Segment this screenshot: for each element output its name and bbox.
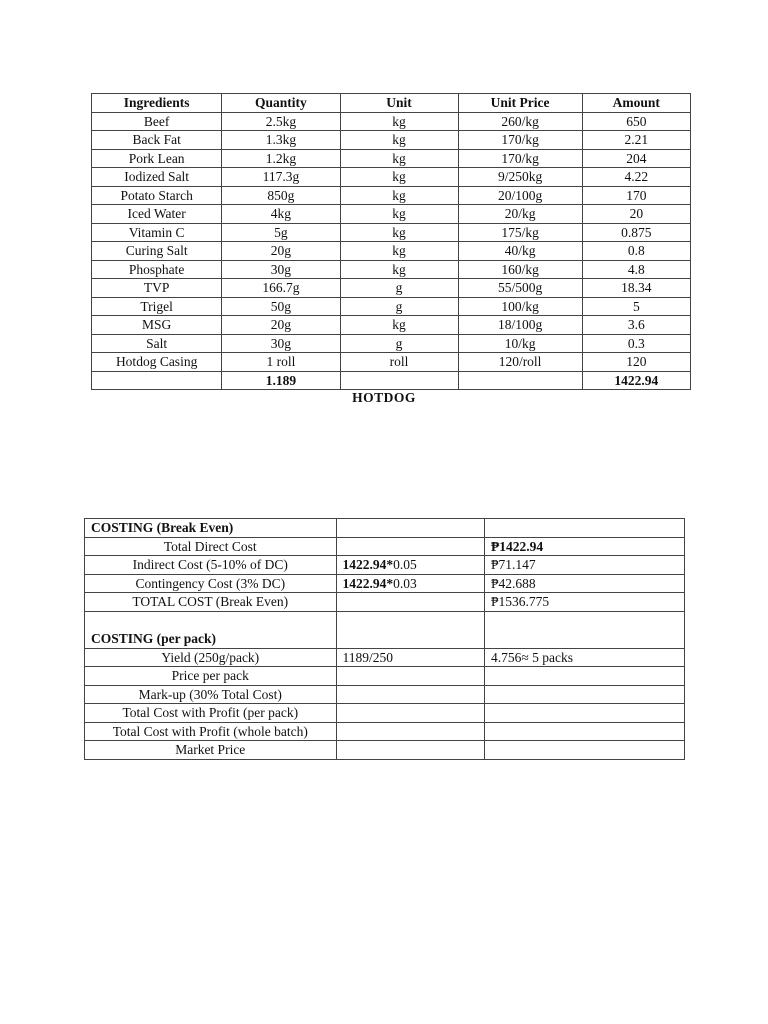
table-row xyxy=(92,242,691,261)
table-cell: 120 xyxy=(582,353,690,372)
table-cell: 4kg xyxy=(222,205,340,224)
formula-rate: 0.03 xyxy=(393,575,417,591)
cost-value: 4.756≈ 5 packs xyxy=(485,648,685,667)
table-cell: 175/kg xyxy=(458,223,582,242)
costing-row xyxy=(85,574,685,593)
ingredients-body xyxy=(92,112,691,390)
total-cell: 1.189 xyxy=(222,371,340,390)
table-cell: TVP xyxy=(92,279,222,298)
section-header-row xyxy=(85,519,685,538)
cost-label: Yield (250g/pack) xyxy=(85,648,337,667)
costing-row xyxy=(85,667,685,686)
table-row xyxy=(92,316,691,335)
ingredients-table xyxy=(91,93,691,390)
column-header: Unit xyxy=(340,94,458,113)
table-cell: MSG xyxy=(92,316,222,335)
cost-value: ₱42.688 xyxy=(485,574,685,593)
costing-table xyxy=(84,518,685,760)
table-cell xyxy=(336,519,484,538)
table-cell: 117.3g xyxy=(222,168,340,187)
cost-formula xyxy=(336,574,484,593)
table-cell: kg xyxy=(340,260,458,279)
table-cell: 170/kg xyxy=(458,131,582,150)
table-caption: HOTDOG xyxy=(352,390,416,405)
table-cell: 4.22 xyxy=(582,168,690,187)
table-cell: 30g xyxy=(222,334,340,353)
table-cell: 204 xyxy=(582,149,690,168)
table-row xyxy=(92,334,691,353)
table-cell: roll xyxy=(340,353,458,372)
table-cell: 1.2kg xyxy=(222,149,340,168)
cost-formula xyxy=(336,593,484,612)
table-row xyxy=(92,149,691,168)
costing-row xyxy=(85,722,685,741)
table-cell: Vitamin C xyxy=(92,223,222,242)
table-cell: kg xyxy=(340,149,458,168)
total-cell xyxy=(92,371,222,390)
costing-row xyxy=(85,685,685,704)
cost-value xyxy=(485,667,685,686)
table-cell: Pork Lean xyxy=(92,149,222,168)
cost-value xyxy=(485,741,685,760)
costing-row xyxy=(85,556,685,575)
table-cell: 5g xyxy=(222,223,340,242)
table-cell: 1.3kg xyxy=(222,131,340,150)
cost-value: ₱1536.775 xyxy=(485,593,685,612)
table-cell: Potato Starch xyxy=(92,186,222,205)
table-cell: 120/roll xyxy=(458,353,582,372)
table-row xyxy=(92,260,691,279)
table-cell: Trigel xyxy=(92,297,222,316)
table-cell: 18/100g xyxy=(458,316,582,335)
table-cell: 2.5kg xyxy=(222,112,340,131)
total-cell: 1422.94 xyxy=(582,371,690,390)
table-cell: kg xyxy=(340,112,458,131)
table-cell: Back Fat xyxy=(92,131,222,150)
table-cell xyxy=(336,611,484,648)
table-cell: Iced Water xyxy=(92,205,222,224)
table-cell xyxy=(485,611,685,648)
costing-row xyxy=(85,593,685,612)
total-cell xyxy=(340,371,458,390)
column-header: Amount xyxy=(582,94,690,113)
cost-label: Contingency Cost (3% DC) xyxy=(85,574,337,593)
table-row xyxy=(92,186,691,205)
table-cell: kg xyxy=(340,131,458,150)
cost-label: Market Price xyxy=(85,741,337,760)
cost-label: Price per pack xyxy=(85,667,337,686)
cost-formula xyxy=(336,685,484,704)
table-cell: 166.7g xyxy=(222,279,340,298)
table-row xyxy=(92,131,691,150)
table-cell: Beef xyxy=(92,112,222,131)
cost-label: Total Cost with Profit (per pack) xyxy=(85,704,337,723)
table-cell: kg xyxy=(340,223,458,242)
table-row xyxy=(92,223,691,242)
table-cell: 2.21 xyxy=(582,131,690,150)
table-row xyxy=(92,205,691,224)
cost-label: Total Direct Cost xyxy=(85,537,337,556)
table-cell: 20/100g xyxy=(458,186,582,205)
column-header: Ingredients xyxy=(92,94,222,113)
cost-label: TOTAL COST (Break Even) xyxy=(85,593,337,612)
cost-formula xyxy=(336,537,484,556)
cost-value xyxy=(485,704,685,723)
table-cell: 20 xyxy=(582,205,690,224)
cost-value xyxy=(485,685,685,704)
table-cell: kg xyxy=(340,316,458,335)
table-cell: 18.34 xyxy=(582,279,690,298)
costing-body xyxy=(85,519,685,760)
table-cell: 1 roll xyxy=(222,353,340,372)
table-cell: Hotdog Casing xyxy=(92,353,222,372)
cost-label: Total Cost with Profit (whole batch) xyxy=(85,722,337,741)
table-cell: 4.8 xyxy=(582,260,690,279)
cost-formula: 1189/250 xyxy=(336,648,484,667)
table-row xyxy=(92,297,691,316)
table-cell: Salt xyxy=(92,334,222,353)
table-cell: 9/250kg xyxy=(458,168,582,187)
column-header: Unit Price xyxy=(458,94,582,113)
table-cell: 850g xyxy=(222,186,340,205)
table-cell: Phosphate xyxy=(92,260,222,279)
table-cell: 20g xyxy=(222,316,340,335)
formula-rate: 0.05 xyxy=(393,557,417,572)
table-cell: g xyxy=(340,297,458,316)
table-cell: 30g xyxy=(222,260,340,279)
cost-value: ₱1422.94 xyxy=(485,537,685,556)
table-cell: 0.3 xyxy=(582,334,690,353)
cost-formula xyxy=(336,556,484,575)
section-title: COSTING (per pack) xyxy=(85,611,337,648)
table-cell: g xyxy=(340,334,458,353)
table-cell: 5 xyxy=(582,297,690,316)
section-header-row xyxy=(85,611,685,648)
cost-label: Mark-up (30% Total Cost) xyxy=(85,685,337,704)
column-header: Quantity xyxy=(222,94,340,113)
table-row xyxy=(92,168,691,187)
table-cell: 20/kg xyxy=(458,205,582,224)
formula-base: 1422.94* xyxy=(342,557,394,572)
table-cell: 100/kg xyxy=(458,297,582,316)
costing-row xyxy=(85,741,685,760)
cost-formula xyxy=(336,741,484,760)
table-cell: 260/kg xyxy=(458,112,582,131)
total-cell xyxy=(458,371,582,390)
table-cell: 55/500g xyxy=(458,279,582,298)
table-cell: 20g xyxy=(222,242,340,261)
costing-row xyxy=(85,537,685,556)
cost-formula xyxy=(336,722,484,741)
table-cell: 0.8 xyxy=(582,242,690,261)
table-cell: 170/kg xyxy=(458,149,582,168)
table-cell: kg xyxy=(340,168,458,187)
table-cell xyxy=(485,519,685,538)
table-row xyxy=(92,279,691,298)
section-title: COSTING (Break Even) xyxy=(85,519,337,538)
table-row xyxy=(92,353,691,372)
table-cell: 650 xyxy=(582,112,690,131)
table-cell: Curing Salt xyxy=(92,242,222,261)
table-cell: 160/kg xyxy=(458,260,582,279)
table-cell: 170 xyxy=(582,186,690,205)
cost-value: ₱71.147 xyxy=(485,556,685,575)
formula-base: 1422.94* xyxy=(342,575,394,591)
cost-formula xyxy=(336,667,484,686)
costing-row xyxy=(85,648,685,667)
table-cell: 40/kg xyxy=(458,242,582,261)
table-header-row xyxy=(92,94,691,113)
cost-value xyxy=(485,722,685,741)
table-cell: 10/kg xyxy=(458,334,582,353)
table-cell: 50g xyxy=(222,297,340,316)
table-cell: 0.875 xyxy=(582,223,690,242)
table-cell: 3.6 xyxy=(582,316,690,335)
table-cell: g xyxy=(340,279,458,298)
table-cell: kg xyxy=(340,186,458,205)
costing-row xyxy=(85,704,685,723)
table-row xyxy=(92,112,691,131)
table-cell: kg xyxy=(340,205,458,224)
table-cell: kg xyxy=(340,242,458,261)
cost-formula xyxy=(336,704,484,723)
total-row xyxy=(92,371,691,390)
cost-label: Indirect Cost (5-10% of DC) xyxy=(85,556,337,575)
table-cell: Iodized Salt xyxy=(92,168,222,187)
